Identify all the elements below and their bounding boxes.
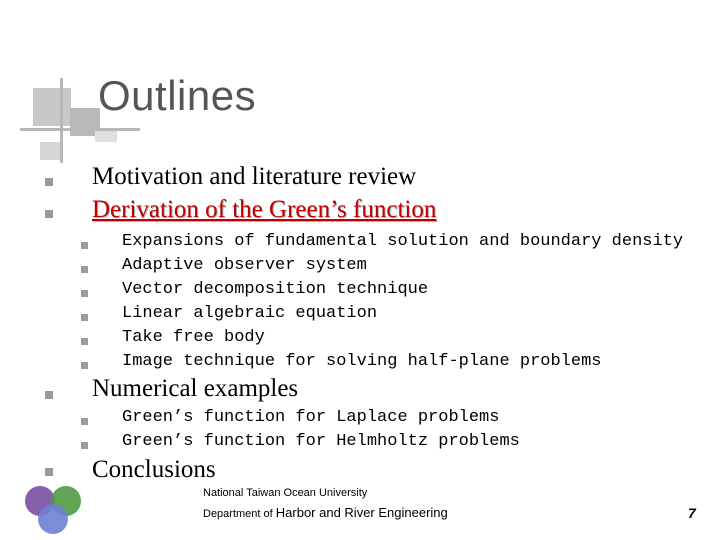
bullet-icon [81,266,88,273]
section-conclusions: Conclusions [92,456,216,483]
list-item: Green’s function for Laplace problems [122,408,500,427]
footer-department [203,505,448,520]
bullet-icon [81,242,88,249]
deco-square [40,142,62,160]
footer-department-name: Harbor and River Engineering [275,505,448,520]
list-item: Green’s function for Helmholtz problems [122,432,520,451]
list-item: Image technique for solving half-plane problems [122,352,602,371]
deco-vertical-line [60,78,63,163]
footer-department-prefix: Department of [203,508,273,520]
bullet-icon [45,178,53,186]
list-item: Expansions of fundamental solution and boundary density [122,232,684,251]
deco-square [33,88,71,126]
bullet-icon [81,362,88,369]
slide-title: Outlines [98,72,257,119]
logo-circle [38,504,68,534]
bullet-icon [45,391,53,399]
section-numerical-examples: Numerical examples [92,375,299,402]
page-number: 7 [688,505,696,521]
bullet-icon [81,314,88,321]
bullet-icon [81,338,88,345]
list-item: Vector decomposition technique [122,280,429,299]
section-motivation: Motivation and literature review [92,163,417,190]
bullet-icon [45,210,53,218]
footer-university: National Taiwan Ocean University [203,487,368,499]
list-item: Adaptive observer system [122,256,367,275]
bullet-icon [45,468,53,476]
bullet-icon [81,442,88,449]
list-item: Take free body [122,328,265,347]
bullet-icon [81,290,88,297]
section-derivation: Derivation of the Green’s function [92,196,437,223]
list-item: Linear algebraic equation [122,304,378,323]
deco-horizontal-line [20,128,140,131]
bullet-icon [81,418,88,425]
university-logo [25,482,83,534]
